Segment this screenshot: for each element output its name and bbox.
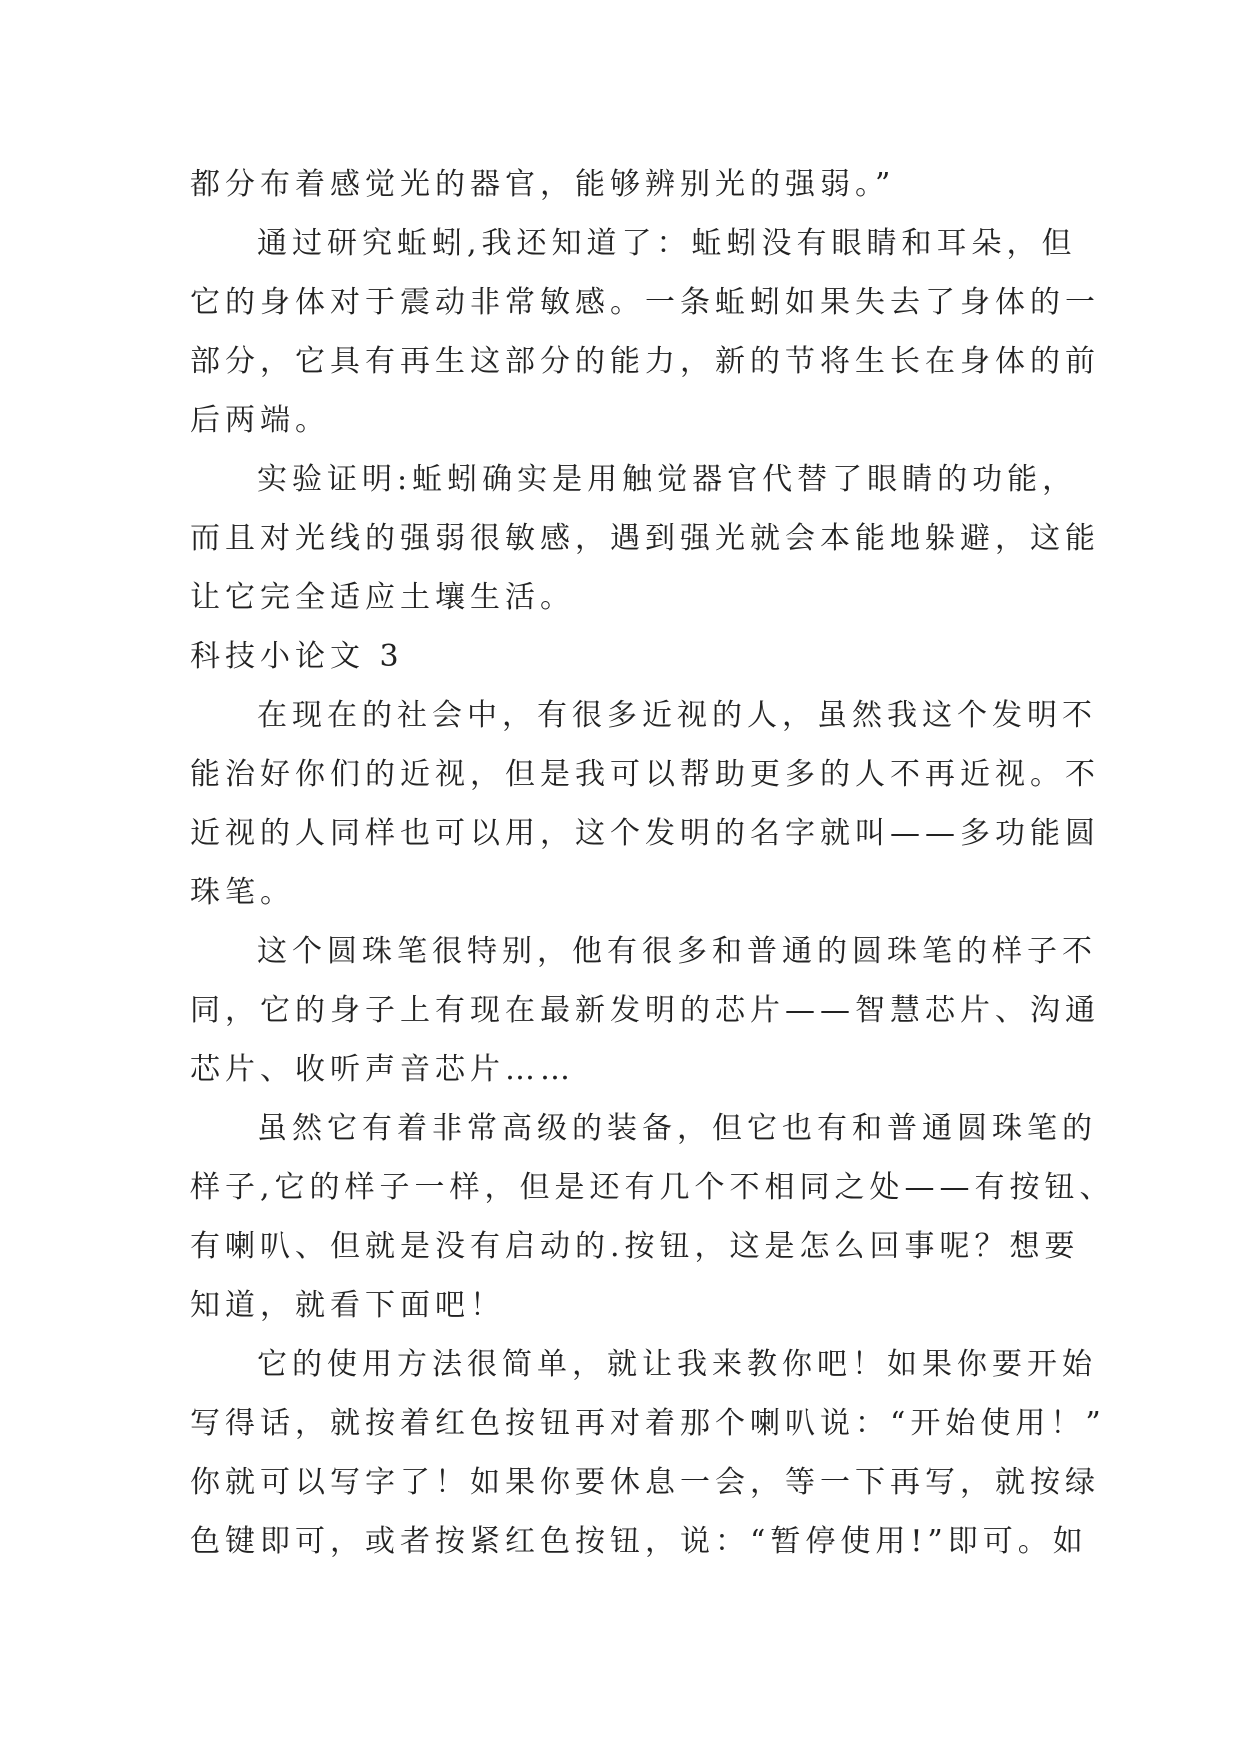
text-line: 芯片、收听声音芯片…… <box>190 1052 575 1087</box>
text-line: 实验证明:蚯蚓确实是用触觉器官代替了眼睛的功能， <box>257 462 1078 497</box>
text-line: 它的使用方法很简单，就让我来教你吧！如果你要开始 <box>257 1347 1097 1382</box>
text-line: 部分，它具有再生这部分的能力，新的节将生长在身体的前 <box>190 344 1100 379</box>
text-line: 有喇叭、但就是没有启动的.按钮，这是怎么回事呢？想要 <box>190 1229 1080 1264</box>
text-line: 都分布着感觉光的器官，能够辨别光的强弱。” <box>190 167 896 202</box>
text-line: 这个圆珠笔很特别，他有很多和普通的圆珠笔的样子不 <box>257 934 1097 969</box>
text-line: 虽然它有着非常高级的装备，但它也有和普通圆珠笔的 <box>257 1111 1097 1146</box>
text-line: 后两端。 <box>190 403 330 438</box>
text-line: 色键即可，或者按紧红色按钮，说：“暂停使用!”即可。如 <box>190 1524 1088 1559</box>
text-line: 它的身体对于震动非常敏感。一条蚯蚓如果失去了身体的一 <box>190 285 1100 320</box>
text-line: 近视的人同样也可以用，这个发明的名字就叫——多功能圆 <box>190 816 1100 851</box>
text-line: 科技小论文 3 <box>190 639 404 674</box>
document-body <box>190 155 1115 1571</box>
text-line: 在现在的社会中，有很多近视的人，虽然我这个发明不 <box>257 698 1097 733</box>
text-line: 通过研究蚯蚓,我还知道了：蚯蚓没有眼睛和耳朵，但 <box>257 226 1077 261</box>
text-line: 样子,它的样子一样，但是还有几个不相同之处——有按钮、 <box>190 1170 1115 1205</box>
text-line: 你就可以写字了！如果你要休息一会，等一下再写，就按绿 <box>190 1465 1100 1500</box>
text-line: 知道，就看下面吧！ <box>190 1288 505 1323</box>
text-line: 能治好你们的近视，但是我可以帮助更多的人不再近视。不 <box>190 757 1100 792</box>
text-line: 写得话，就按着红色按钮再对着那个喇叭说：“开始使用！” <box>190 1406 1106 1441</box>
text-line: 而且对光线的强弱很敏感，遇到强光就会本能地躲避，这能 <box>190 521 1100 556</box>
text-line: 同，它的身子上有现在最新发明的芯片——智慧芯片、沟通 <box>190 993 1100 1028</box>
text-line: 珠笔。 <box>190 875 295 910</box>
text-line: 让它完全适应土壤生活。 <box>190 580 575 615</box>
